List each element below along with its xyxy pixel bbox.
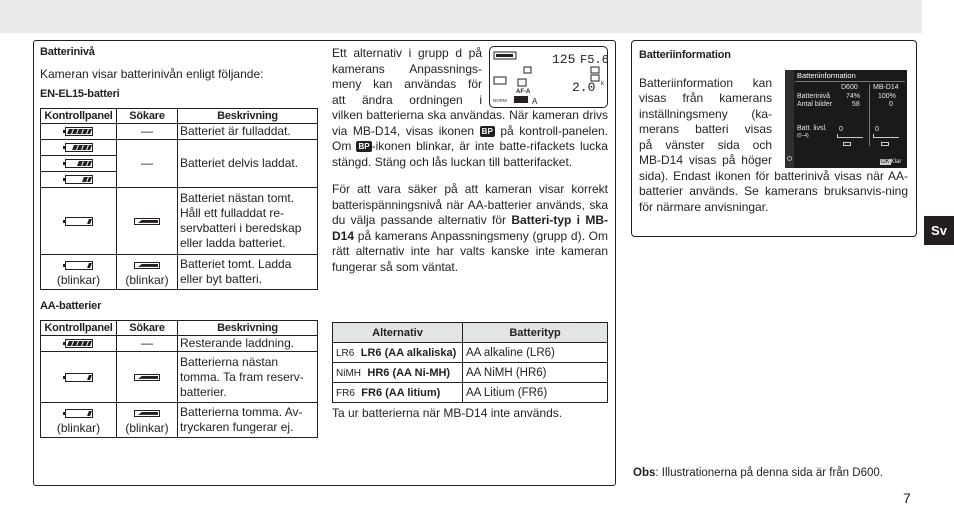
- col-control-panel: Kontrollpanel: [41, 321, 117, 336]
- battery-four-bars-icon: [41, 140, 117, 156]
- battery-level-section: [40, 46, 318, 438]
- row-value: 58: [852, 101, 860, 108]
- col-viewfinder: Sökare: [117, 321, 178, 336]
- table-cell: LR6 LR6 (AA alkaliska): [333, 343, 463, 363]
- table-cell: Batteriet delvis laddat.: [178, 140, 318, 188]
- enel15-table: [40, 108, 318, 290]
- text-line: merans batteri visas: [639, 122, 772, 136]
- battery-pack-icon: BP: [358, 142, 370, 151]
- language-tab: Sv: [924, 216, 954, 245]
- table-cell: Batterierna tomma. Av-tryckaren fungerar ej.: [178, 403, 318, 438]
- lcd-af: AF-A: [516, 89, 531, 95]
- battery-full-icon: [41, 124, 117, 140]
- enel15-title: EN-EL15-batteri: [40, 88, 120, 100]
- row-value: 100%: [878, 93, 896, 100]
- fr6-icon: FR6: [336, 387, 355, 399]
- text-line: på vänster sida och: [639, 137, 772, 152]
- battery-full-icon: [41, 336, 117, 352]
- battery-info-screen: [785, 70, 907, 168]
- table-cell: Resterande laddning.: [178, 336, 318, 352]
- middle-column: [332, 46, 608, 275]
- text-line: Ett alternativ i grupp d på: [332, 46, 482, 60]
- table-cell: AA Litium (FR6): [463, 383, 608, 403]
- battery-pack-icon: BP: [481, 126, 493, 136]
- col-option: Alternativ: [333, 323, 463, 343]
- row-value: 74%: [846, 93, 861, 100]
- viewfinder-battery-blinking: (blinkar): [117, 255, 178, 290]
- row-label: Batterinivå: [797, 93, 831, 100]
- text-line: visas från kamerans: [639, 91, 772, 105]
- ok-button-icon: OK: [881, 159, 890, 165]
- battery-low-icon: [41, 188, 117, 255]
- page-number: 7: [903, 490, 911, 506]
- col-grip: MB-D14: [873, 84, 899, 91]
- table-cell: FR6 FR6 (AA litium): [333, 383, 463, 403]
- col-camera: D600: [841, 84, 858, 91]
- col-control-panel: Kontrollpanel: [41, 109, 117, 124]
- col-description: Beskrivning: [178, 321, 318, 336]
- battery-three-bars-icon: [41, 156, 117, 172]
- row-label: Batt. livsl.: [797, 125, 827, 132]
- aa-table: [40, 320, 318, 438]
- viewfinder-battery-blinking: (blinkar): [117, 403, 178, 438]
- ok-label: Klar: [890, 159, 902, 165]
- dash: —: [117, 140, 178, 188]
- section-intro: Kameran visar batterinivån enligt följande:: [40, 67, 264, 81]
- text-line: meny kan användas för: [332, 77, 482, 91]
- text-line: kamerans Anpassnings-: [332, 61, 482, 76]
- screen-title: Batteriinformation: [797, 71, 856, 80]
- lr6-icon: LR6: [336, 347, 355, 359]
- row-value: 0: [875, 126, 879, 133]
- col-viewfinder: Sökare: [117, 109, 178, 124]
- paragraph: sida). Endast ikonen för batterinivå visas när AA-batterier används. Se kamerans bruksanvis-ning för närmare anvisningar.: [639, 168, 908, 214]
- battery-empty-blinking: (blinkar): [41, 403, 117, 438]
- table-cell: AA alkaline (LR6): [463, 343, 608, 363]
- viewfinder-battery-icon: [117, 188, 178, 255]
- battery-two-bars-icon: [41, 172, 117, 188]
- paragraph: vilken batterierna ska användas. När kameran drivs via MB-D14, visas ikonen BP på kontroll-panelen. Om BP -ikonen blinkar, är inte batte-rifackets lucka stängd. Stäng och lås luckan till batterifacket.: [332, 108, 609, 169]
- table-cell: NiMH HR6 (AA Ni-MH): [333, 363, 463, 383]
- lcd-ev: 2.0: [572, 80, 596, 95]
- text-line: inställningsmeny (ka-: [639, 106, 772, 121]
- row-sublabel: (0–4): [797, 133, 809, 139]
- row-value: 0: [839, 126, 843, 133]
- battery-low-icon: [41, 352, 117, 403]
- lcd-norm: NORM: [493, 98, 507, 103]
- lcd-a: A: [532, 97, 538, 106]
- lcd-shutter: 125: [552, 52, 576, 67]
- dash: —: [117, 336, 178, 352]
- row-label: Antal bilder: [797, 101, 833, 108]
- table-cell: AA NiMH (HR6): [463, 363, 608, 383]
- removal-note: Ta ur batterierna när MB-D14 inte används.: [332, 406, 563, 420]
- table-cell: Batteriet nästan tomt. Håll ett fulladdat re-servbatteri i beredskap eller ladda batteriet.: [178, 188, 318, 255]
- viewfinder-battery-icon: [117, 352, 178, 403]
- col-description: Beskrivning: [178, 109, 318, 124]
- aa-title: AA-batterier: [40, 300, 102, 312]
- nimh-icon: NiMH: [336, 367, 361, 379]
- table-cell: Batterierna nästan tomma. Ta fram reserv-batterier.: [178, 352, 318, 403]
- section-title: Batterinivå: [40, 46, 95, 58]
- section-title: Batteriinformation: [639, 49, 731, 61]
- table-cell: Batteriet är fulladdat.: [178, 124, 318, 140]
- lcd-k: k: [601, 81, 604, 87]
- text-line: MB-D14 visas på höger: [639, 153, 772, 167]
- table-cell: Batteriet tomt. Ladda eller byt batteri.: [178, 255, 318, 290]
- text-line: Batteriinformation kan: [639, 75, 772, 90]
- row-value: 0: [889, 101, 893, 108]
- col-type: Batterityp: [463, 323, 608, 343]
- paragraph: För att vara säker på att kameran visar korrekt batterispänningsnivå när AA-batterier används, ska du välja passande alternativ för Batteri-typ i MB-D14 på kamerans Anpassningsmeny (grupp d). Om rätt alternativ inte har valts kanske inte kameran fungerar så som väntat.: [332, 182, 608, 274]
- battery-type-table: [332, 322, 608, 403]
- footnote: Obs: Illustrationerna på denna sida är från D600.: [633, 467, 883, 479]
- text-line: att ändra ordningen i: [332, 92, 482, 107]
- lcd-aperture: F5.6: [580, 53, 609, 67]
- header-band: [0, 0, 922, 33]
- dash: —: [117, 124, 178, 140]
- battery-empty-blinking: (blinkar): [41, 255, 117, 290]
